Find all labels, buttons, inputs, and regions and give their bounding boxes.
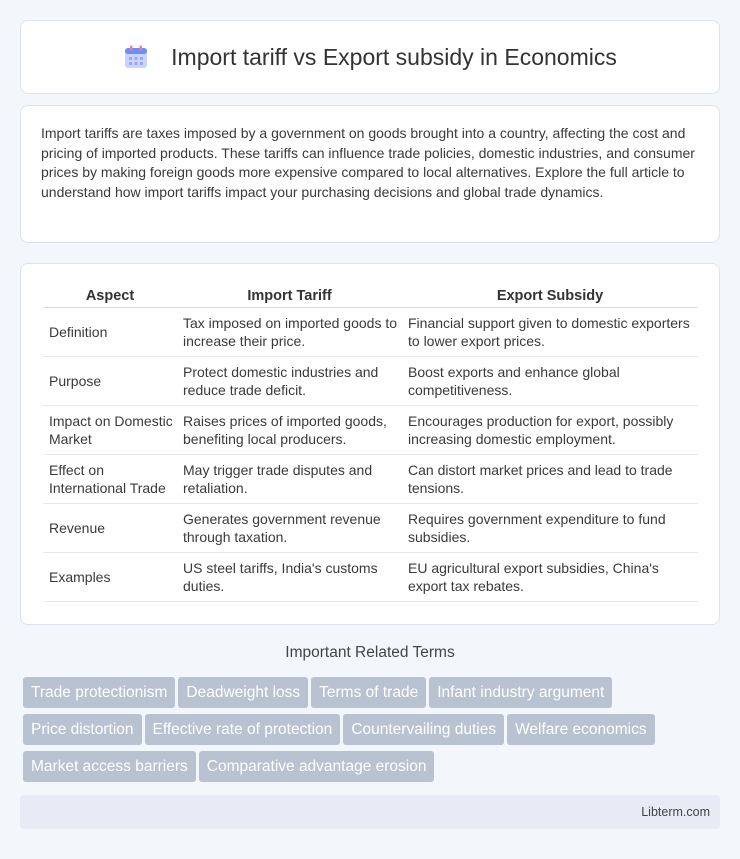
footer-brand-link[interactable]: Libterm.com [641, 805, 710, 819]
related-term-tag[interactable]: Welfare economics [507, 714, 655, 745]
related-term-tag[interactable]: Deadweight loss [178, 677, 308, 708]
cell-import-tariff: US steel tariffs, India's customs duties. [177, 553, 402, 602]
cell-aspect: Purpose [43, 357, 177, 406]
table-row [43, 308, 698, 357]
cell-import-tariff: Protect domestic industries and reduce trade deficit. [177, 357, 402, 406]
cell-export-subsidy: Encourages production for export, possibly increasing domestic employment. [402, 406, 698, 455]
table-row [43, 455, 698, 504]
table-row [43, 504, 698, 553]
related-term-tag[interactable]: Market access barriers [23, 751, 196, 782]
related-term-tag[interactable]: Countervailing duties [343, 714, 504, 745]
page-title: Import tariff vs Export subsidy in Economics [171, 43, 617, 70]
calendar-icon [123, 44, 149, 70]
comparison-table [43, 286, 698, 602]
cell-export-subsidy: Boost exports and enhance global competitiveness. [402, 357, 698, 406]
cell-aspect: Definition [43, 308, 177, 357]
cell-export-subsidy: Requires government expenditure to fund subsidies. [402, 504, 698, 553]
table-row [43, 357, 698, 406]
cell-import-tariff: May trigger trade disputes and retaliation. [177, 455, 402, 504]
cell-aspect: Revenue [43, 504, 177, 553]
cell-export-subsidy: Can distort market prices and lead to trade tensions. [402, 455, 698, 504]
header-aspect: Aspect [43, 286, 177, 308]
related-terms-list [23, 677, 723, 788]
cell-aspect: Examples [43, 553, 177, 602]
cell-import-tariff: Raises prices of imported goods, benefiting local producers. [177, 406, 402, 455]
related-term-tag[interactable]: Price distortion [23, 714, 142, 745]
comparison-card [20, 263, 720, 625]
cell-aspect: Effect on International Trade [43, 455, 177, 504]
related-term-tag[interactable]: Terms of trade [311, 677, 426, 708]
title-card [20, 20, 720, 94]
header-import-tariff: Import Tariff [177, 286, 402, 308]
header-export-subsidy: Export Subsidy [402, 286, 698, 308]
related-terms-title: Important Related Terms [285, 644, 455, 661]
cell-export-subsidy: Financial support given to domestic exporters to lower export prices. [402, 308, 698, 357]
related-term-tag[interactable]: Effective rate of protection [145, 714, 341, 745]
cell-import-tariff: Generates government revenue through taxation. [177, 504, 402, 553]
cell-aspect: Impact on Domestic Market [43, 406, 177, 455]
related-term-tag[interactable]: Trade protectionism [23, 677, 175, 708]
related-term-tag[interactable]: Infant industry argument [429, 677, 612, 708]
cell-export-subsidy: EU agricultural export subsidies, China's export tax rebates. [402, 553, 698, 602]
footer [20, 795, 720, 829]
table-header-row [43, 286, 698, 308]
table-row [43, 553, 698, 602]
intro-card [20, 105, 720, 243]
cell-import-tariff: Tax imposed on imported goods to increase their price. [177, 308, 402, 357]
table-row [43, 406, 698, 455]
intro-text: Import tariffs are taxes imposed by a government on goods brought into a country, affecting the cost and pricing of imported products. These tariffs can influence trade policies, domestic industries, and consumer prices by making foreign goods more expensive compared to local alternatives. Explore the full article to understand how import tariffs impact your purchasing decisions and global trade dynamics. [41, 125, 695, 200]
related-term-tag[interactable]: Comparative advantage erosion [199, 751, 435, 782]
